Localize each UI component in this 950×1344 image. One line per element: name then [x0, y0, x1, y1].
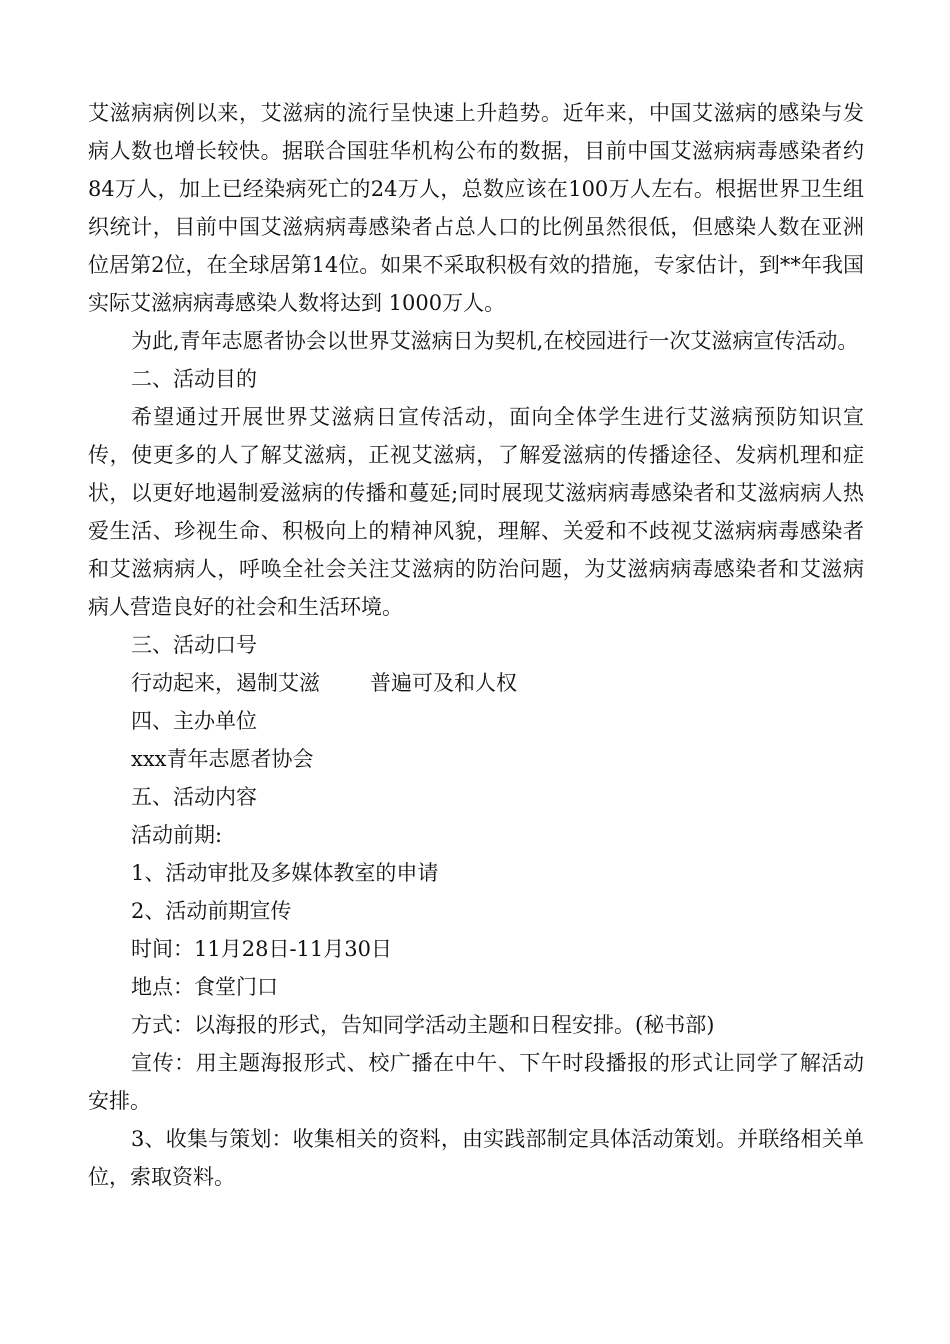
heading-activity-slogan: 三、活动口号 — [131, 633, 257, 657]
slogan-line — [88, 664, 864, 702]
item-early-promotion: 2、活动前期宣传 — [131, 899, 292, 923]
slogan-part-2: 普遍可及和人权 — [370, 671, 517, 695]
paragraph-purpose-intro: 为此,青年志愿者协会以世界艾滋病日为契机,在校园进行一次艾滋病宣传活动。 — [131, 329, 859, 353]
promotion-location: 地点：食堂门口 — [131, 975, 278, 999]
heading-activity-goal: 二、活动目的 — [131, 367, 257, 391]
heading-organizer: 四、主办单位 — [131, 709, 257, 733]
promotion-publicity: 宣传：用主题海报形式、校广播在中午、下午时段播报的形式让同学了解活动安排。 — [88, 1051, 864, 1113]
promotion-time: 时间：11月28日-11月30日 — [131, 937, 392, 961]
slogan-part-1: 行动起来，遏制艾滋 — [131, 671, 320, 695]
item-approval: 1、活动审批及多媒体教室的申请 — [131, 861, 439, 885]
promotion-method: 方式：以海报的形式，告知同学活动主题和日程安排。(秘书部) — [131, 1013, 715, 1037]
paragraph-activity-goal: 希望通过开展世界艾滋病日宣传活动，面向全体学生进行艾滋病预防知识宣传，使更多的人了解艾滋病，正视艾滋病，了解爱滋病的传播途径、发病机理和症状，以更好地遏制爱滋病的传播和蔓延;同时展现艾滋病病毒感染者和艾滋病病人热爱生活、珍视生命、积极向上的精神风貌，理解、关爱和不歧视艾滋病病毒感染者和艾滋病病人，呼唤全社会关注艾滋病的防治问题，为艾滋病病毒感染者和艾滋病病人营造良好的社会和生活环境。 — [88, 405, 864, 619]
pre-activity-label: 活动前期: — [131, 823, 223, 847]
item-collection-planning: 3、收集与策划：收集相关的资料，由实践部制定具体活动策划。并联络相关单位，索取资料。 — [88, 1127, 864, 1189]
organizer-name: xxx青年志愿者协会 — [131, 747, 314, 771]
document-body — [88, 94, 864, 1196]
paragraph-background-statistics: 艾滋病病例以来，艾滋病的流行呈快速上升趋势。近年来，中国艾滋病的感染与发病人数也增长较快。据联合国驻华机构公布的数据，目前中国艾滋病病毒感染者约84万人，加上已经染病死亡的24万人，总数应该在100万人左右。根据世界卫生组织统计，目前中国艾滋病病毒感染者占总人口的比例虽然很低，但感染人数在亚洲位居第2位，在全球居第14位。如果不采取积极有效的措施，专家估计，到**年我国实际艾滋病病毒感染人数将达到 1000万人。 — [88, 101, 864, 315]
heading-activity-content: 五、活动内容 — [131, 785, 257, 809]
